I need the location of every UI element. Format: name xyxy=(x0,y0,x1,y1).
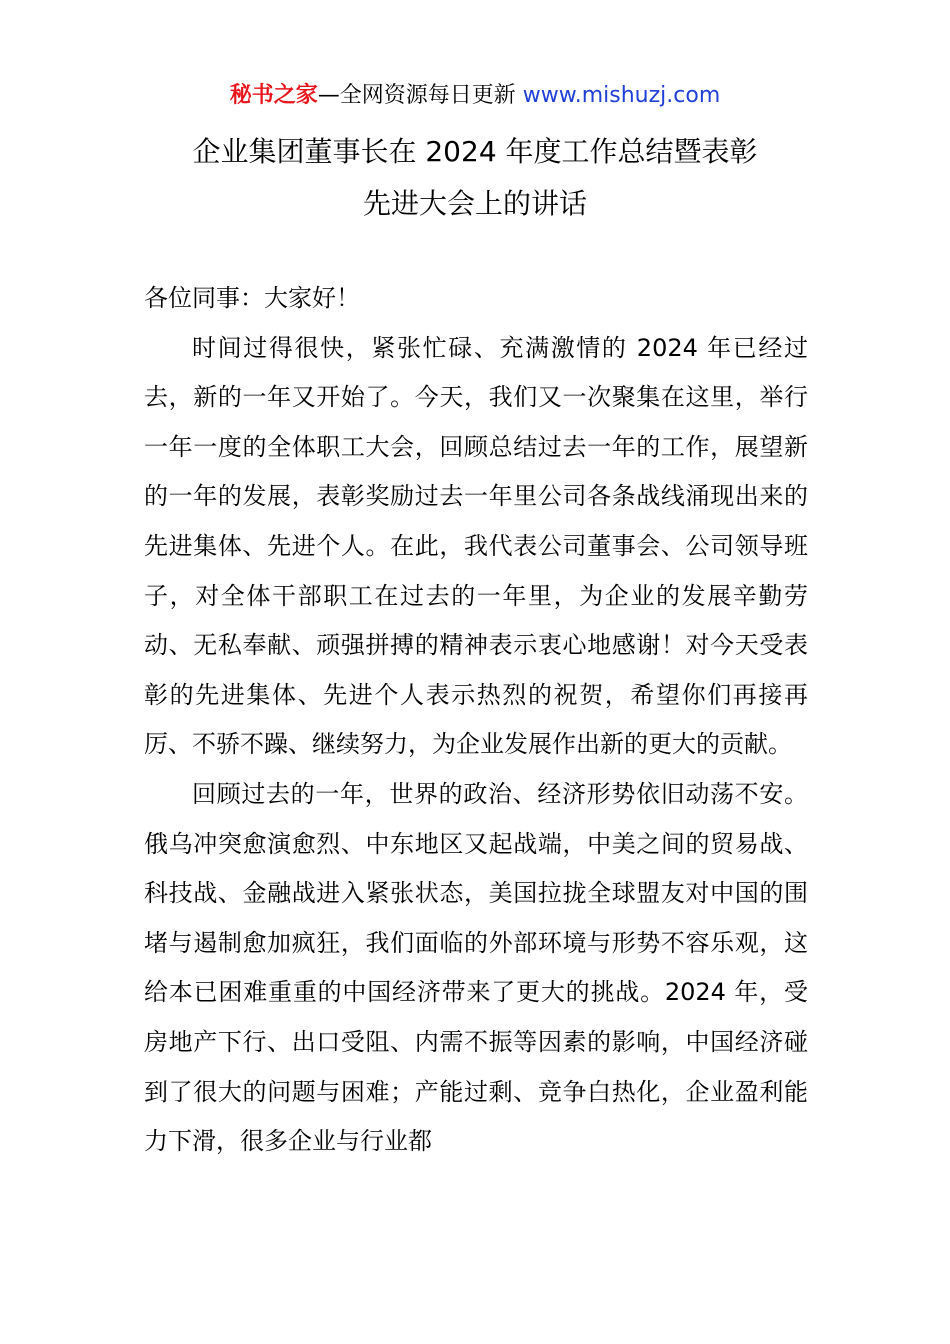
site-tagline: —全网资源每日更新 xyxy=(317,83,523,108)
document-title xyxy=(0,126,950,230)
site-header xyxy=(0,80,950,112)
paragraph-2: 回顾过去的一年，世界的政治、经济形势依旧动荡不安。俄乌冲突愈演愈烈、中东地区又起战端，中美之间的贸易战、科技战、金融战进入紧张状态，美国拉拢全球盟友对中国的围堵与遏制愈加疯狂，我们面临的外部环境与形势不容乐观，这给本已困难重重的中国经济带来了更大的挑战。2024 年，受房地产下行、出口受阻、内需不振等因素的影响，中国经济碰到了很大的问题与困难；产能过剩、竞争白热化，企业盈利能力下滑，很多企业与行业都 xyxy=(144,779,808,1156)
document-body xyxy=(144,274,808,1167)
title-line-2: 先进大会上的讲话 xyxy=(362,187,587,220)
salutation: 各位同事：大家好！ xyxy=(144,284,360,312)
title-line-1: 企业集团董事长在 2024 年度工作总结暨表彰 xyxy=(192,135,758,168)
site-brand: 秘书之家 xyxy=(229,83,318,108)
paragraph-1: 时间过得很快，紧张忙碌、充满激情的 2024 年已经过去，新的一年又开始了。今天，我们又一次聚集在这里，举行一年一度的全体职工大会，回顾总结过去一年的工作，展望新的一年的发展，表彰奖励过去一年里公司各条战线涌现出来的先进集体、先进个人。在此，我代表公司董事会、公司领导班子，对全体干部职工在过去的一年里，为企业的发展辛勤劳动、无私奉献、顽强拼搏的精神表示衷心地感谢！对今天受表彰的先进集体、先进个人表示热烈的祝贺，希望你们再接再厉、不骄不躁、继续努力，为企业发展作出新的更大的贡献。 xyxy=(144,333,808,759)
site-url-link[interactable]: www.mishuzj.com xyxy=(522,83,721,108)
